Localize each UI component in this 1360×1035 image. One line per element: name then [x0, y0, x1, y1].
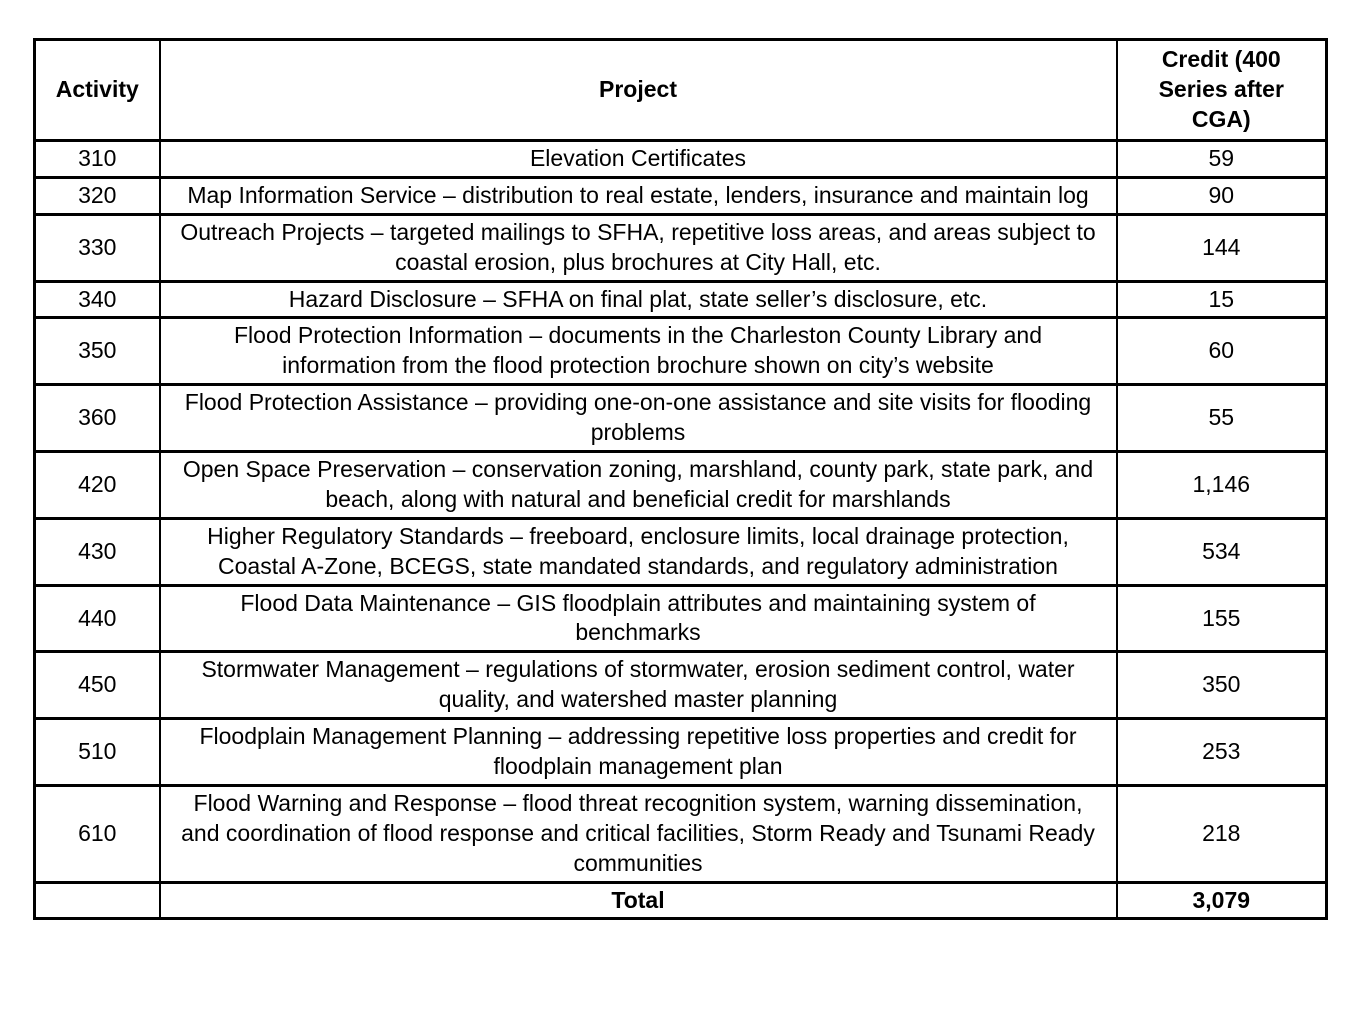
table-row [35, 385, 1327, 452]
project-cell: Open Space Preservation – conservation zoning, marshland, county park, state park, and beach, along with natural and beneficial credit for marshlands [160, 452, 1117, 519]
credit-cell: 144 [1117, 214, 1327, 281]
credit-cell: 253 [1117, 719, 1327, 786]
table-row [35, 318, 1327, 385]
table-row [35, 652, 1327, 719]
credit-cell: 60 [1117, 318, 1327, 385]
project-cell: Flood Data Maintenance – GIS floodplain attributes and maintaining system of benchmarks [160, 585, 1117, 652]
credit-cell: 90 [1117, 177, 1327, 214]
activity-cell: 610 [35, 785, 160, 882]
activity-cell: 350 [35, 318, 160, 385]
project-cell: Map Information Service – distribution to real estate, lenders, insurance and maintain log [160, 177, 1117, 214]
project-cell: Flood Warning and Response – flood threat recognition system, warning dissemination, and coordination of flood response and critical facilities, Storm Ready and Tsunami Ready communities [160, 785, 1117, 882]
table-row [35, 719, 1327, 786]
project-cell: Flood Protection Information – documents in the Charleston County Library and information from the flood protection brochure shown on city’s website [160, 318, 1117, 385]
credit-cell: 155 [1117, 585, 1327, 652]
column-header-credit: Credit (400 Series after CGA) [1117, 40, 1327, 141]
project-cell: Elevation Certificates [160, 141, 1117, 178]
project-cell: Hazard Disclosure – SFHA on final plat, state seller’s disclosure, etc. [160, 281, 1117, 318]
table-row [35, 518, 1327, 585]
credit-cell: 15 [1117, 281, 1327, 318]
column-header-project: Project [160, 40, 1117, 141]
activity-cell: 340 [35, 281, 160, 318]
activity-cell: 320 [35, 177, 160, 214]
project-cell: Flood Protection Assistance – providing one-on-one assistance and site visits for flooding problems [160, 385, 1117, 452]
total-activity-cell [35, 882, 160, 919]
credit-cell: 350 [1117, 652, 1327, 719]
credit-cell: 218 [1117, 785, 1327, 882]
project-cell: Stormwater Management – regulations of stormwater, erosion sediment control, water quality, and watershed master planning [160, 652, 1117, 719]
activity-cell: 330 [35, 214, 160, 281]
total-credit-cell: 3,079 [1117, 882, 1327, 919]
credit-cell: 55 [1117, 385, 1327, 452]
activity-cell: 510 [35, 719, 160, 786]
credit-cell: 1,146 [1117, 452, 1327, 519]
table-row [35, 141, 1327, 178]
project-cell: Floodplain Management Planning – addressing repetitive loss properties and credit for floodplain management plan [160, 719, 1117, 786]
activity-cell: 440 [35, 585, 160, 652]
credit-cell: 59 [1117, 141, 1327, 178]
total-label-cell: Total [160, 882, 1117, 919]
credit-cell: 534 [1117, 518, 1327, 585]
activity-cell: 310 [35, 141, 160, 178]
project-cell: Higher Regulatory Standards – freeboard, enclosure limits, local drainage protection, Coastal A-Zone, BCEGS, state mandated standards, and regulatory administration [160, 518, 1117, 585]
header-row [35, 40, 1327, 141]
crs-credit-table [33, 38, 1328, 920]
activity-cell: 420 [35, 452, 160, 519]
table-row [35, 281, 1327, 318]
table-row [35, 452, 1327, 519]
table-row [35, 585, 1327, 652]
activity-cell: 430 [35, 518, 160, 585]
total-row [35, 882, 1327, 919]
activity-cell: 450 [35, 652, 160, 719]
table-row [35, 177, 1327, 214]
table-row [35, 785, 1327, 882]
activity-cell: 360 [35, 385, 160, 452]
project-cell: Outreach Projects – targeted mailings to SFHA, repetitive loss areas, and areas subject to coastal erosion, plus brochures at City Hall, etc. [160, 214, 1117, 281]
column-header-activity: Activity [35, 40, 160, 141]
table-row [35, 214, 1327, 281]
